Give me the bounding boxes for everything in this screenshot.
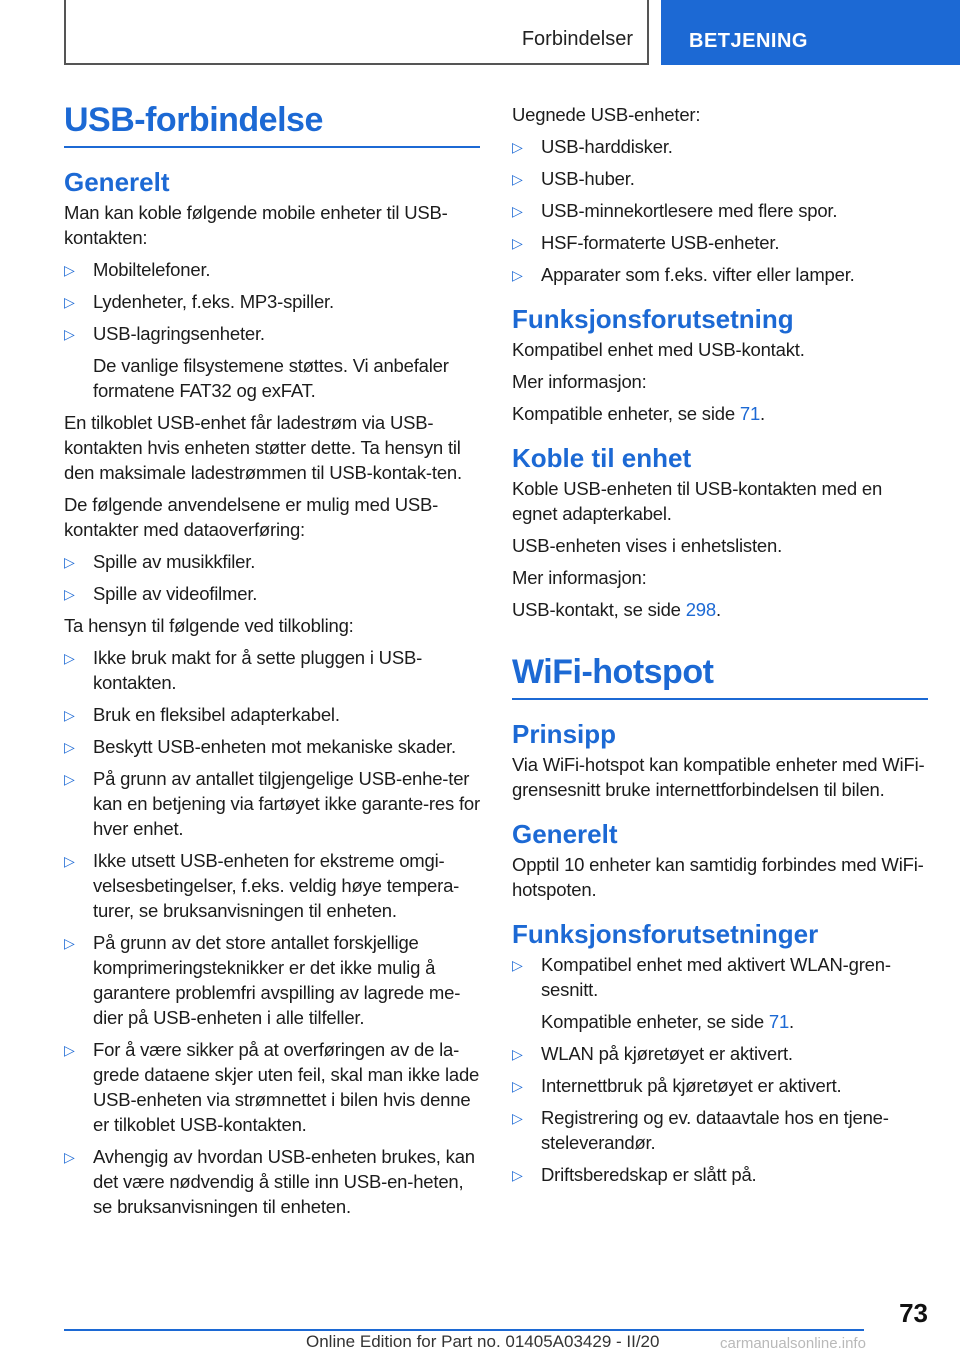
list-item: ▷ Ikke bruk makt for å sette pluggen i USB-kontakten. — [64, 647, 423, 693]
bullet-icon: ▷ — [512, 203, 523, 219]
bullet-icon: ▷ — [64, 1042, 75, 1058]
connect-heading: Koble til enhet — [512, 443, 692, 473]
list-item: ▷ På grunn av antallet tilgjengelige USB-enhe-ter kan en betjening via fartøyet ikke garante-res for hver enhet. — [64, 768, 480, 839]
bullet-icon: ▷ — [512, 1110, 523, 1126]
list-item: ▷ Lydenheter, f.eks. MP3-spiller. — [64, 289, 480, 314]
func-heading: Funksjonsforutsetning — [512, 304, 794, 334]
list-item: ▷ Spille av videofilmer. — [64, 581, 480, 606]
bullet-icon: ▷ — [512, 1167, 523, 1183]
wifi-title-rule — [512, 698, 928, 700]
bullet-icon: ▷ — [64, 262, 75, 278]
list-item: ▷ USB-minnekortlesere med flere spor. — [512, 198, 928, 223]
requirements-list — [512, 952, 928, 1187]
list-item: ▷ USB-harddisker. — [512, 134, 928, 159]
header-section-box — [64, 0, 649, 65]
list-item: ▷ USB-huber. — [512, 166, 928, 191]
list-item: ▷ HSF-formaterte USB-enheter. — [512, 230, 928, 255]
list-item: ▷ Spille av musikkfiler. — [64, 549, 480, 574]
wifi-general-text: Opptil 10 enheter kan samtidig forbindes med WiFi-hotspoten. — [512, 854, 924, 900]
bullet-icon: ▷ — [512, 139, 523, 155]
func-reference: Kompatible enheter, se side 71. — [512, 403, 765, 424]
page-link-71-wifi[interactable]: 71 — [768, 1011, 790, 1032]
bullet-icon: ▷ — [64, 853, 75, 869]
connect-more: Mer informasjon: — [512, 567, 647, 588]
bullet-icon: ▷ — [64, 707, 75, 723]
wifi-title: WiFi-hotspot — [512, 653, 714, 691]
notes-list — [64, 645, 480, 1219]
usb-title: USB-forbindelse — [64, 101, 323, 139]
footer-rule — [64, 1329, 864, 1331]
func-more: Mer informasjon: — [512, 371, 647, 392]
charging-paragraph: En tilkoblet USB-enhet får ladestrøm via USB-kontakten hvis enheten støtter dette. Ta hensyn til den maksimale ladestrømmen til USB-kontak-ten. — [64, 412, 462, 483]
unsuitable-intro: Uegnede USB-enheter: — [512, 104, 701, 125]
uses-list — [64, 549, 480, 606]
left-column — [64, 100, 480, 1226]
wifi-general-heading: Generelt — [512, 819, 618, 849]
principle-heading: Prinsipp — [512, 719, 617, 749]
connect-text: Koble USB-enheten til USB-kontakten med en egnet adapterkabel. — [512, 478, 883, 524]
bullet-icon: ▷ — [64, 771, 75, 787]
bullet-icon: ▷ — [64, 650, 75, 666]
bullet-icon: ▷ — [64, 739, 75, 755]
list-item: ▷ Mobiltelefoner. — [64, 257, 480, 282]
list-item: ▷ Internettbruk på kjøretøyet er aktivert. — [512, 1073, 928, 1098]
unsuitable-list — [512, 134, 928, 287]
func-text: Kompatibel enhet med USB-kontakt. — [512, 339, 805, 360]
bullet-icon: ▷ — [64, 935, 75, 951]
bullet-icon: ▷ — [64, 1149, 75, 1165]
title-rule — [64, 146, 480, 148]
storage-note: De vanlige filsystemene støttes. Vi anbefaler formatene FAT32 og exFAT. — [93, 355, 449, 401]
bullet-icon: ▷ — [512, 235, 523, 251]
general-heading: Generelt — [64, 167, 170, 197]
page-number: 73 — [899, 1298, 928, 1328]
list-item: ▷ Avhengig av hvordan USB-enheten brukes, kan det være nødvendig å stille inn USB-en-heten, se bruksanvisningen til enheten. — [64, 1146, 475, 1217]
bullet-icon: ▷ — [512, 957, 523, 973]
list-item: ▷ Beskytt USB-enheten mot mekaniske skader. — [64, 734, 480, 759]
general-intro: Man kan koble følgende mobile enheter til USB-kontakten: — [64, 202, 448, 248]
requirement-reference: Kompatible enheter, se side 71. — [541, 1011, 794, 1032]
header-chapter-tab — [661, 0, 960, 65]
connect-text-2: USB-enheten vises i enhetslisten. — [512, 535, 783, 556]
uses-intro: De følgende anvendelsene er mulig med USB-kontakter med dataoverføring: — [64, 494, 439, 540]
list-item: ▷ Bruk en fleksibel adapterkabel. — [64, 702, 480, 727]
page-link-298[interactable]: 298 — [685, 599, 716, 620]
right-column — [512, 102, 928, 1194]
requirements-heading: Funksjonsforutsetninger — [512, 919, 819, 949]
bullet-icon: ▷ — [64, 554, 75, 570]
header-chapter-label: BETJENING — [689, 30, 808, 52]
bullet-icon: ▷ — [64, 586, 75, 602]
bullet-icon: ▷ — [64, 326, 75, 342]
bullet-icon: ▷ — [512, 1078, 523, 1094]
list-item: ▷ Driftsberedskap er slått på. — [512, 1162, 928, 1187]
notes-intro: Ta hensyn til følgende ved tilkobling: — [64, 615, 354, 636]
list-item: ▷ WLAN på kjøretøyet er aktivert. — [512, 1041, 928, 1066]
connect-reference: USB-kontakt, se side 298. — [512, 599, 721, 620]
bullet-icon: ▷ — [512, 1046, 523, 1062]
list-item: ▷ Registrering og ev. dataavtale hos en tjene-steleverandør. — [512, 1107, 889, 1153]
list-item: ▷ USB-lagringsenheter. De vanlige filsystemene støttes. Vi anbefaler formatene FAT32 og exFAT. — [64, 321, 480, 403]
page-link-71[interactable]: 71 — [739, 403, 761, 424]
bullet-icon: ▷ — [512, 171, 523, 187]
list-item: ▷ Kompatibel enhet med aktivert WLAN-gren-sesnitt. Kompatible enheter, se side 71. — [512, 952, 928, 1034]
footer-watermark: carmanualsonline.info — [720, 1335, 866, 1352]
list-item: ▷ Ikke utsett USB-enheten for ekstreme omgi-velsesbetingelser, f.eks. veldig høye tempera-turer, se bruksanvisningen til enheten. — [64, 850, 460, 921]
header-section-title: Forbindelser — [521, 28, 633, 50]
list-item: ▷ For å være sikker på at overføringen av de la-grede dataene skjer uten feil, skal man ikke lade USB-enheten via strømnettet i bilen hvis denne er tilkoblet USB-kontakten. — [64, 1039, 480, 1135]
list-item: ▷ På grunn av det store antallet forskjellige komprimeringsteknikker er det ikke mulig å garantere problemfri avspilling av lagrede me-dier på USB-enheten i alle tilfeller. — [64, 932, 461, 1028]
device-list — [64, 257, 480, 403]
bullet-icon: ▷ — [64, 294, 75, 310]
principle-text: Via WiFi-hotspot kan kompatible enheter med WiFi-grensesnitt bruke internettforbindelsen til bilen. — [512, 754, 925, 800]
footer-edition: Online Edition for Part no. 01405A03429 - II/20 — [306, 1332, 660, 1351]
list-item: ▷ Apparater som f.eks. vifter eller lamper. — [512, 262, 928, 287]
bullet-icon: ▷ — [512, 267, 523, 283]
